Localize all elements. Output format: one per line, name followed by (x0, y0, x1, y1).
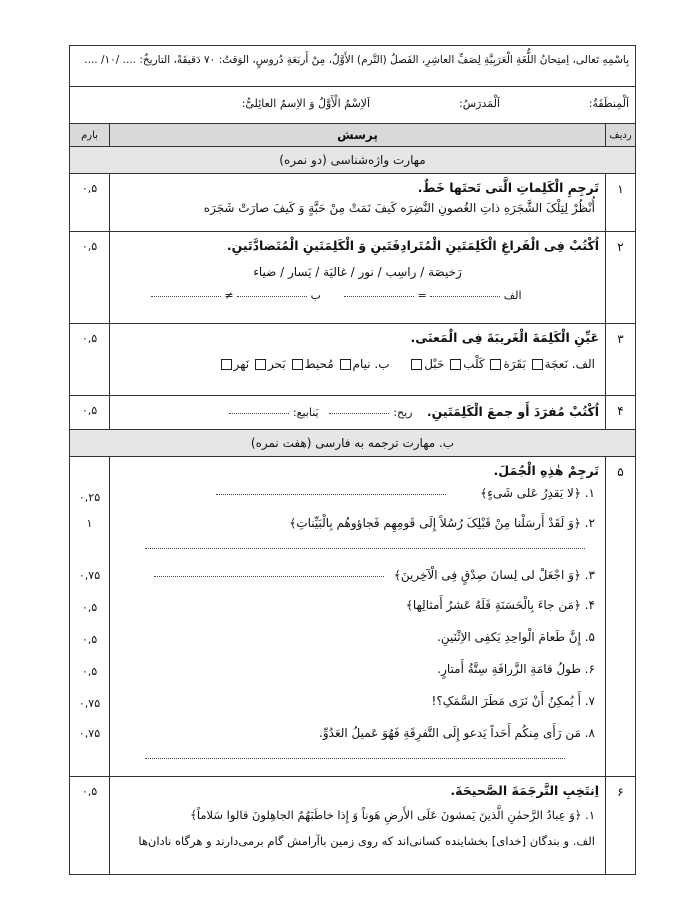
q5-score-6: ۰,۵ (81, 665, 98, 678)
q3-option-a4: حَبْل (424, 357, 445, 371)
q1-text: أُنْظُرْ لِتِلْکَ الشَّجَرَهِ ذاتِ الغُصونِ النَّضِرَه کَیفَ نَمَتْ مِنْ حَبَّةٍ وَ کَیفَ صارَتْ شَجَرَه (203, 201, 595, 215)
checkbox-icon[interactable] (255, 359, 266, 370)
q5-item-6-text: ۶. طولُ قامَةِ الزَّرافَةِ سِتَّةُ أَمتارٍ. (437, 662, 595, 676)
q4-word-1: ریح: (393, 406, 413, 419)
q2-equals-sign: = (417, 289, 427, 302)
q5-answer-2[interactable] (145, 547, 585, 549)
q5-item-8-text: ۸. مَن رَأَی مِنکُم أَحَداً یَدعو إِلَی التَّفرِقَةِ فَهُوَ عَمیلُ العَدُوِّ. (319, 726, 595, 740)
checkbox-icon[interactable] (221, 359, 232, 370)
student-info-row (69, 87, 635, 124)
q5-score-8: ۰,۷۵ (78, 727, 101, 740)
q2-body (110, 232, 606, 324)
q3-option-a1: نَعجَة (544, 357, 568, 371)
q2-score: ۰,۵ (69, 232, 109, 324)
q5-score-1: ۰,۲۵ (78, 491, 101, 504)
checkbox-icon[interactable] (292, 359, 303, 370)
q5-scores (69, 457, 109, 777)
q5-number: ۵ (606, 457, 636, 777)
q2-blank-a2[interactable] (344, 295, 414, 297)
q4-blank-1[interactable] (329, 412, 389, 414)
q2-blank-b1[interactable] (237, 295, 307, 297)
checkbox-icon[interactable] (532, 359, 543, 370)
q3-option-a2: بَقَرَة (503, 357, 526, 371)
section-a-title: مهارت واژه‌شناسی (دو نمره) (69, 147, 635, 174)
q2-blank-b2[interactable] (151, 295, 221, 297)
section-b-title: ب. مهارت ترجمه به فارسی (هفت نمره) (69, 430, 635, 457)
q3-number: ۳ (606, 324, 636, 396)
score-column-header: بارم (69, 124, 109, 147)
q3-options (110, 345, 605, 371)
q2-not-equal-sign: ≠ (224, 289, 234, 302)
row-column-header: ردیف (606, 124, 636, 147)
q6-body (110, 777, 606, 875)
q5-item-7-text: ۷. أَ یُمکِنُ أَنْ نَرَی مَطَرَ السَّمَکِ؟! (431, 694, 595, 708)
q1-body (110, 174, 606, 232)
question-column-header: پرسش (110, 124, 606, 147)
q5-item-2-text: ۲. ﴿وَ لَقَدْ أَرسَلْنا مِنْ قَبْلِکَ رُسُلاً إِلَی قَومِهِم فَجاؤوهُم بِالْبَیِّناتِ﴾ (289, 516, 595, 530)
q6-number: ۶ (606, 777, 636, 875)
q5-score-2: ۱ (86, 517, 93, 530)
q4-body (110, 396, 606, 430)
q5-answer-8[interactable] (145, 757, 565, 759)
q5-item-1 (110, 478, 605, 516)
q4-word-2: یَنابیع: (292, 406, 319, 419)
q3-option-b3: بَحر (267, 357, 286, 371)
q5-item-4-text: ۴. ﴿مَن جاءَ بِالْحَسَنَةِ فَلَهُ عَشرُ أَمثالِها﴾ (405, 598, 595, 612)
q2-blank-a-label: الف (503, 289, 522, 302)
q3-option-b2: مُحیط (304, 357, 334, 371)
q3-score: ۰,۵ (69, 324, 109, 396)
q4-number: ۴ (606, 396, 636, 430)
checkbox-icon[interactable] (411, 359, 422, 370)
q3-title: عَیِّنِ الْکَلِمَةَ الْغَریبَةَ فِی الْمَعنَی. (410, 330, 599, 345)
q6-score: ۰,۵ (69, 777, 109, 875)
q5-score-7: ۰,۷۵ (78, 697, 101, 710)
q5-item-5-text: ۵. إِنَّ طَعامَ الْواحِدِ یَکفِی الاِثْنَینِ. (437, 630, 595, 644)
q3-option-b4: نَهر (233, 357, 250, 371)
q3-option-b1: نیام (352, 357, 371, 371)
q3-body (110, 324, 606, 396)
q5-title: تَرجِمْ هٰذِهِ الْجُمَلَ. (493, 463, 599, 478)
q5-score-3: ۰,۷۵ (78, 569, 101, 582)
q1-score: ۰,۵ (69, 174, 109, 232)
exam-sheet (70, 45, 636, 875)
checkbox-icon[interactable] (490, 359, 501, 370)
q5-score-4: ۰,۵ (81, 601, 98, 614)
q6-item-text: ۱. ﴿وَ عِبادُ الرَّحمٰنِ الَّذینَ یَمشونَ عَلَی الأَرضِ هَوناً وَ إِذا خاطَبَهُمُ الجاهِلونَ قالوا سَلاماً﴾ (190, 808, 595, 822)
q2-blank-b-label: ب (310, 289, 321, 302)
q4-blank-2[interactable] (229, 412, 289, 414)
q2-blank-a1[interactable] (430, 295, 500, 297)
exam-table (69, 45, 636, 875)
checkbox-icon[interactable] (340, 359, 351, 370)
q5-answer-3[interactable] (154, 575, 384, 577)
q5-item-3-text: ۳. ﴿وَ اجْعَلْ لی لِسانَ صِدْقٍ فِی الْآخِرینَ﴾ (393, 568, 595, 582)
q1-title: تَرجِمِ الْکَلِماتِ الَّتی تَحتَها خَطٌ. (417, 180, 599, 195)
q6-option-a[interactable]: الف. و بندگان [خدای] بخشاینده کسانی‌اند که روی زمین باآرامش گام برمی‌دارند و هرگاه نادان‌ها (138, 834, 595, 848)
q3-group-b-label: ب. (374, 357, 390, 371)
exam-header (69, 46, 635, 87)
q2-words: رَخیصَة / راسِب / نور / غالیَة / یَسار / ضیاء (253, 265, 462, 279)
q2-title: اُکْتُبْ فِی الْفَراغِ الْکَلِمَتَینِ الْمُتَرادِفَتَینِ وَ الْکَلِمَتَینِ الْمُتَضادَّتَینِ. (226, 238, 599, 253)
q5-answer-1[interactable] (216, 493, 446, 495)
name-label: اَلاِسْمُ الْأَوَّلُ وَ الاِسمُ العائِلیُّ: (241, 97, 370, 110)
q6-title: اِنتَخِبِ التَّرجَمَةَ الصَّحیحَةَ. (450, 783, 599, 798)
q5-score-5: ۰,۵ (81, 633, 98, 646)
q2-number: ۲ (606, 232, 636, 324)
region-label: اَلْمِنطَقَةُ: (588, 97, 629, 110)
q5-item-3 (110, 568, 605, 598)
exam-header-line: بِاسْمِهِ تَعالی، اِمتِحانُ اللُّغَةِ الْعَرَبِیَّةِ لِصَفِّ العاشِرِ، الفَصلُ (التَّرم) الأَوَّلُ، مِنْ أَربَعَةِ دُروسٍ، الوَقتُ: ۷۰ دَقیقَةً، التاریخُ: .... /۱۰/ .... (84, 54, 629, 66)
q4-title: اُکْتُبْ مُفرَدَ أَو جمعَ الْکَلِمَتَینِ. (426, 404, 599, 419)
q3-group-a-label: الف. (571, 357, 595, 371)
school-label: اَلْمَدرَسُ: (459, 97, 500, 110)
q5-body (110, 457, 606, 777)
q1-number: ۱ (606, 174, 636, 232)
checkbox-icon[interactable] (450, 359, 461, 370)
q5-item-1-text: ۱. ﴿لا یَقدِرُ عَلی شَیءٍ﴾ (480, 486, 595, 500)
q3-option-a3: کَلْب (463, 357, 485, 371)
q4-score: ۰,۵ (69, 396, 109, 430)
